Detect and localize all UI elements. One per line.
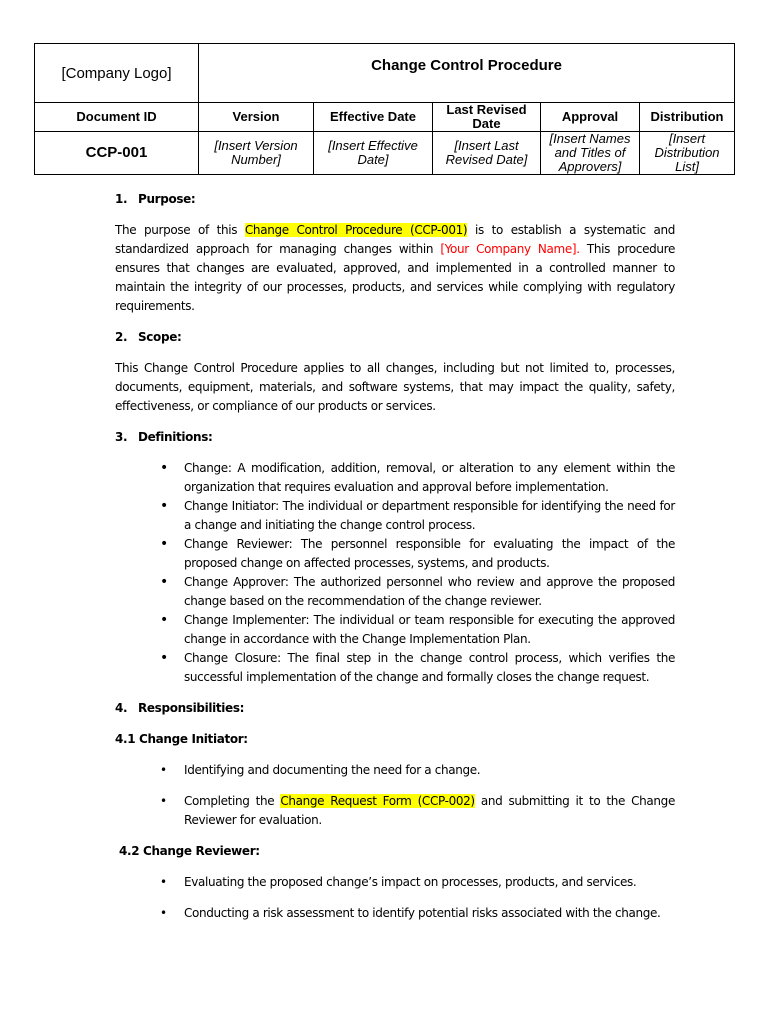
- section-heading-scope: [115, 328, 675, 347]
- section-heading-definitions: [115, 428, 675, 447]
- definition-item: [160, 611, 675, 649]
- bullet-icon: •: [160, 498, 168, 514]
- section-number: 4.: [115, 701, 128, 715]
- definition-item: [160, 459, 675, 497]
- section-number: 1.: [115, 192, 128, 206]
- responsibility-item: [160, 792, 675, 830]
- document-title: Change Control Procedure: [199, 44, 735, 103]
- section-title: Responsibilities:: [138, 701, 245, 715]
- responsibility-text: Conducting a risk assessment to identify potential risks associated with the change.: [184, 906, 661, 920]
- company-name-placeholder: [Your Company Name].: [440, 242, 580, 256]
- definition-text: Change Closure: The final step in the change control process, which verifies the successful implementation of the change and formally closes the change request.: [184, 651, 675, 684]
- definition-text: Change: A modification, addition, removal, or alteration to any element within the organization that requires evaluation and approval before implementation.: [184, 461, 675, 494]
- subsection-heading-change-initiator: 4.1 Change Initiator:: [115, 732, 248, 746]
- purpose-text: is to establish a systematic and standardized approach for managing changes within: [115, 223, 676, 256]
- highlighted-form-name: Change Request Form (CCP-002): [280, 794, 475, 808]
- column-header-effective-date: Effective Date: [314, 103, 433, 132]
- purpose-text: The purpose of this: [115, 223, 245, 237]
- responsibility-item: [160, 873, 675, 892]
- distribution-value: [Insert Distribution List]: [640, 132, 735, 175]
- bullet-icon: •: [160, 460, 168, 476]
- responsibility-text: Identifying and documenting the need for a change.: [184, 763, 481, 777]
- definition-text: Change Implementer: The individual or team responsible for executing the approved change in accordance with the Change Implementation Plan.: [184, 613, 675, 646]
- responsibility-text: and submitting it to the Change Reviewer for evaluation.: [184, 794, 675, 827]
- responsibility-item: [160, 761, 675, 780]
- bullet-icon: •: [160, 875, 167, 889]
- definition-item: [160, 573, 675, 611]
- column-header-last-revised-date: Last Revised Date: [433, 103, 541, 132]
- approval-value: [Insert Names and Titles of Approvers]: [541, 132, 640, 175]
- bullet-icon: •: [160, 650, 168, 666]
- purpose-paragraph: [115, 221, 675, 316]
- section-number: 2.: [115, 330, 128, 344]
- column-header-version: Version: [199, 103, 314, 132]
- purpose-text: This procedure ensures that changes are evaluated, approved, and implemented in a controlled manner to maintain the integrity of our processes, products, and services while complying with regulatory requirements.: [115, 242, 675, 313]
- bullet-icon: •: [160, 794, 167, 808]
- definition-text: Change Approver: The authorized personnel who review and approve the proposed change based on the recommendation of the change reviewer.: [184, 575, 675, 608]
- bullet-icon: •: [160, 763, 167, 777]
- scope-paragraph: This Change Control Procedure applies to all changes, including but not limited to, processes, documents, equipment, materials, and software systems, that may impact the quality, safety, effectiveness, or compliance of our products or services.: [115, 361, 675, 413]
- last-revised-date-value: [Insert Last Revised Date]: [433, 132, 541, 175]
- responsibility-item: [160, 904, 675, 923]
- section-title: Scope:: [138, 330, 182, 344]
- effective-date-value: [Insert Effective Date]: [314, 132, 433, 175]
- definition-item: [160, 497, 675, 535]
- section-title: Purpose:: [138, 192, 196, 206]
- section-heading-purpose: [115, 190, 675, 209]
- change-initiator-list: [115, 761, 675, 830]
- definition-text: Change Initiator: The individual or department responsible for identifying the need for a change and initiating the change control process.: [184, 499, 675, 532]
- version-value: [Insert Version Number]: [199, 132, 314, 175]
- column-header-approval: Approval: [541, 103, 640, 132]
- definitions-list: [115, 459, 675, 687]
- section-heading-responsibilities: [115, 699, 675, 718]
- definition-item: [160, 649, 675, 687]
- bullet-icon: •: [160, 536, 168, 552]
- highlighted-procedure-name: Change Control Procedure (CCP-001): [244, 223, 468, 237]
- bullet-icon: •: [160, 906, 167, 920]
- bullet-icon: •: [160, 612, 168, 628]
- subsection-heading-change-reviewer: 4.2 Change Reviewer:: [119, 844, 260, 858]
- column-header-document-id: Document ID: [35, 103, 199, 132]
- definition-item: [160, 535, 675, 573]
- document-id-value: CCP-001: [35, 132, 199, 175]
- change-reviewer-list: [115, 873, 675, 923]
- column-header-distribution: Distribution: [640, 103, 735, 132]
- responsibility-text: Evaluating the proposed change’s impact on processes, products, and services.: [184, 875, 637, 889]
- company-logo-placeholder: [Company Logo]: [35, 44, 199, 103]
- responsibility-text: Completing the: [184, 794, 281, 808]
- section-title: Definitions:: [138, 430, 213, 444]
- section-number: 3.: [115, 430, 128, 444]
- definition-text: Change Reviewer: The personnel responsible for evaluating the impact of the proposed change on affected processes, systems, and products.: [184, 537, 675, 570]
- document-header-table: [34, 43, 735, 175]
- bullet-icon: •: [160, 574, 168, 590]
- document-body: [115, 190, 675, 935]
